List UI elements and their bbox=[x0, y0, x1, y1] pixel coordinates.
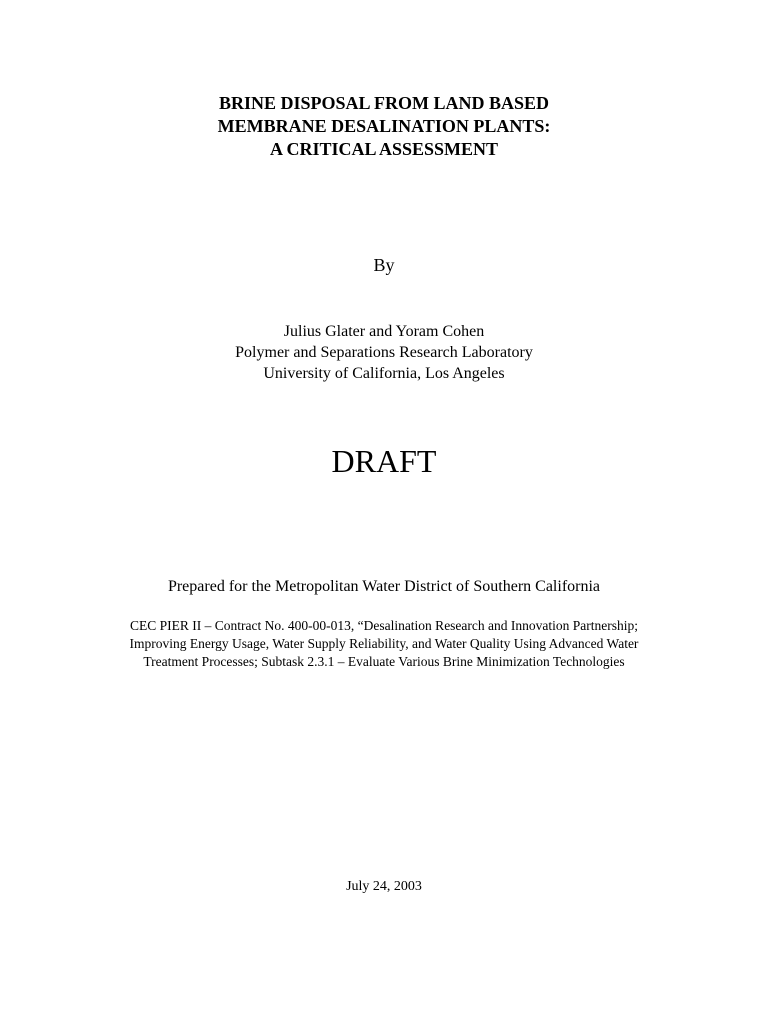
draft-label: DRAFT bbox=[331, 443, 437, 479]
by-line: By bbox=[373, 255, 395, 275]
prepared-for: Prepared for the Metropolitan Water District of Southern California bbox=[167, 578, 601, 595]
contract-details bbox=[0, 617, 768, 671]
title-line-2: MEMBRANE DESALINATION PLANTS: bbox=[217, 116, 551, 136]
author-laboratory: Polymer and Separations Research Laboratory bbox=[235, 344, 533, 361]
contract-line-2: Improving Energy Usage, Water Supply Reliability, and Water Quality Using Advanced Water bbox=[129, 636, 639, 651]
title-line-3: A CRITICAL ASSESSMENT bbox=[269, 139, 499, 159]
document-date: July 24, 2003 bbox=[346, 879, 422, 894]
contract-line-3: Treatment Processes; Subtask 2.3.1 – Evaluate Various Brine Minimization Technologies bbox=[143, 654, 625, 669]
document-title bbox=[0, 92, 768, 161]
title-line-1: BRINE DISPOSAL FROM LAND BASED bbox=[218, 93, 550, 113]
contract-line-1: CEC PIER II – Contract No. 400-00-013, “Desalination Research and Innovation Partnership; bbox=[129, 618, 639, 633]
author-block bbox=[0, 321, 768, 384]
author-university: University of California, Los Angeles bbox=[263, 365, 505, 382]
author-names: Julius Glater and Yoram Cohen bbox=[283, 323, 485, 340]
